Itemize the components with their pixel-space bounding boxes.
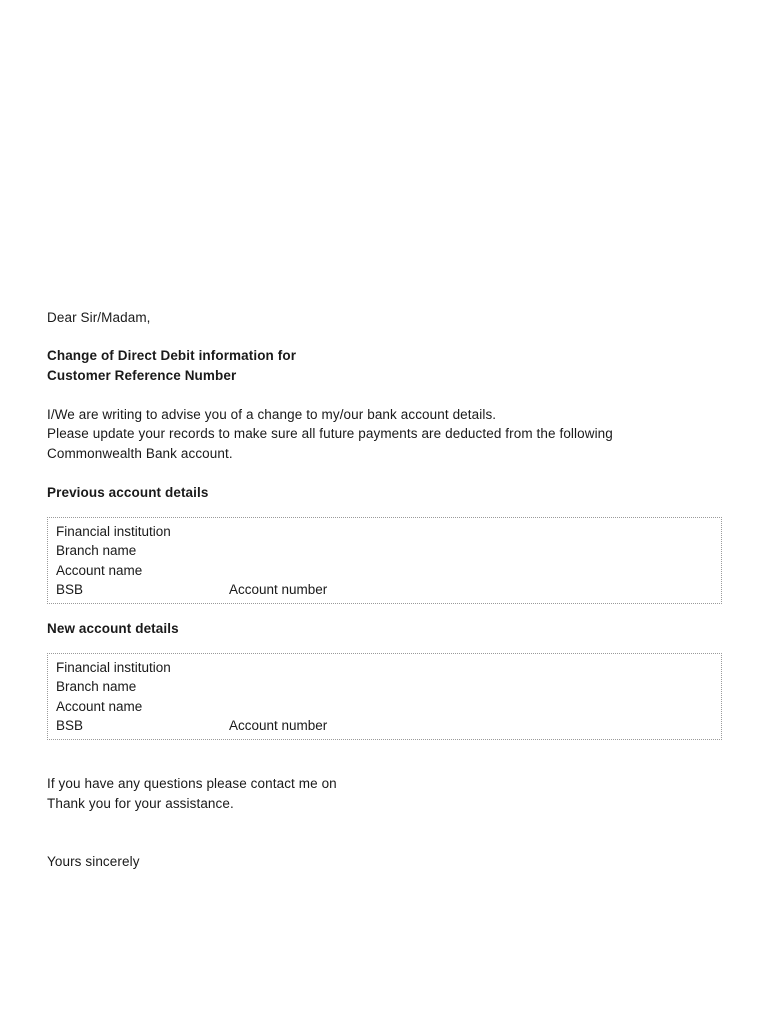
closing-line-2: Thank you for your assistance. xyxy=(47,796,234,811)
body-line-3: Commonwealth Bank account. xyxy=(47,446,233,461)
previous-details-box xyxy=(47,517,722,604)
previous-bsb-label: BSB xyxy=(56,582,84,597)
new-branch-name-label: Branch name xyxy=(56,679,137,694)
closing-line-1: If you have any questions please contact me on xyxy=(47,776,337,791)
body-line-1: I/We are writing to advise you of a change to my/our bank account details. xyxy=(47,407,497,422)
previous-branch-name-label: Branch name xyxy=(56,543,137,558)
previous-account-number-label: Account number xyxy=(229,582,328,597)
new-details-heading: New account details xyxy=(47,621,179,636)
sign-off: Yours sincerely xyxy=(47,854,140,869)
salutation: Dear Sir/Madam, xyxy=(47,310,151,325)
new-account-number-label: Account number xyxy=(229,718,328,733)
new-account-name-label: Account name xyxy=(56,699,143,714)
subject-line-2: Customer Reference Number xyxy=(47,368,237,383)
new-bsb-label: BSB xyxy=(56,718,84,733)
new-details-box xyxy=(47,653,722,740)
previous-financial-institution-label: Financial institution xyxy=(56,524,171,539)
previous-account-name-label: Account name xyxy=(56,563,143,578)
previous-details-heading: Previous account details xyxy=(47,485,209,500)
new-financial-institution-label: Financial institution xyxy=(56,660,171,675)
body-line-2: Please update your records to make sure all future payments are deducted from the following xyxy=(47,426,613,441)
subject-line-1: Change of Direct Debit information for xyxy=(47,348,297,363)
